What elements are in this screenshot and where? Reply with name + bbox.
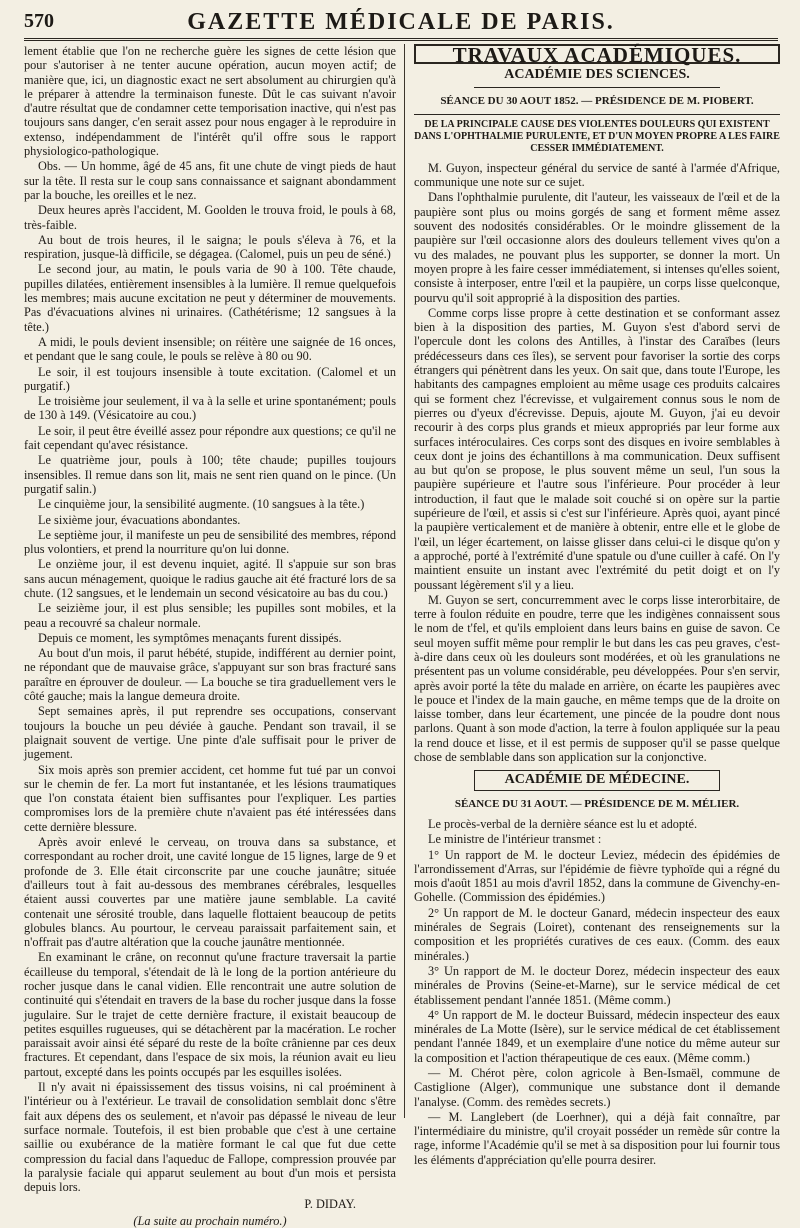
academy-medicine-title: ACADÉMIE DE MÉDECINE. [474, 770, 720, 790]
paragraph: Le ministre de l'intérieur transmet : [428, 832, 602, 847]
paragraph: 2° Un rapport de M. le docteur Ganard, médecin inspecteur des eaux minérales de Segrais (Loiret), contenant des renseignements sur la composition et les propriétés curatives de ces eaux. (Comm. des eaux minérales.) [414, 905, 780, 963]
article-title: DE LA PRINCIPALE CAUSE DES VIOLENTES DOULEURS QUI EXISTENT DANS L'OPHTHALMIE PURULENTE, ET D'UN MOYEN PROPRE A LES FAIRE CESSER IMMÉDIATEMENT. [414, 114, 780, 155]
paragraph: Au bout de trois heures, il le saigna; le pouls s'éleva à 76, et la respiration, jusque-là difficile, se dégagea. (Calomel, puis un peu de séné.) [24, 232, 396, 262]
paragraph: Le seizième jour, il est plus sensible; les pupilles sont mobiles, et la peau a recouvré sa chaleur normale. [24, 601, 396, 630]
paragraph: 4° Un rapport de M. le docteur Buissard, médecin inspecteur des eaux minérales de La Motte (Isère), sur le service médical de cet établissement pendant l'année 1849, et un exemplaire d'une notice du même auteur sur la composition et l'action thérapeutique de ces eaux. (Même comm.) [414, 1007, 780, 1065]
paragraph: Le septième jour, il manifeste un peu de sensibilité des membres, répond plus volontiers, et prend la nourriture qu'on lui donne. [24, 527, 396, 557]
paragraph: Depuis ce moment, les symptômes menaçants furent dissipés. [38, 630, 342, 645]
paragraph: Le cinquième jour, la sensibilité augmente. (10 sangsues à la tête.) [38, 497, 365, 512]
paragraph: Le sixième jour, évacuations abondantes. [38, 512, 241, 527]
paragraph: Après avoir enlevé le cerveau, on trouva dans sa substance, et correspondant au rocher droit, une cavité longue de 15 lignes, large de 9 et profonde de 3. Elle était circonscrite par une couche jaunâtre; située d'ailleurs tout à fait au-dessous des membranes cérébrales, lesquelles étaient aussi couvertes par une matière jaune semblable. La cavité contenait une sérosité trouble, dans laquelle flottaient beaucoup de petits globules blancs. Au pourtour, le cerveau paraissait parfaitement sain, et n'offrait pas d'autre altération que la couche jaunâtre mentionnée. [24, 835, 396, 950]
continuation-note: (La suite au prochain numéro.) [133, 1213, 287, 1228]
page-number: 570 [24, 10, 54, 32]
paragraph: Deux heures après l'accident, M. Goolden le trouva froid, le pouls à 68, très-faible. [24, 203, 396, 232]
paragraph: Dans l'ophthalmie purulente, dit l'auteur, les vaisseaux de l'œil et de la paupière sont plus ou moins gorgés de sang et forment même assez souvent des nodosités considérables. Or le moindre glissement de la paupière sur l'œil occasionne alors des douleurs tellement vives qu'on a vu des malades, ne pouvant plus les supporter, se donner la mort. Un moyen propre à les faire cesser immédiatement, si intenses qu'elles soient, consiste à interposer, entre l'œil et la paupière, un corps lisse quelconque, pourvu qu'il soit approprié à la disposition des parties. [414, 190, 780, 305]
paragraph: 1° Un rapport de M. le docteur Leviez, médecin des épidémies de l'arrondissement d'Arras, sur l'épidémie de fièvre typhoïde qui a régné du mois d'août 1851 au mois d'avril 1852, dans la commune de Givenchy-en-Gohelle. (Commission des épidémies.) [414, 847, 780, 905]
paragraph: Le procès-verbal de la dernière séance est lu et adopté. [428, 816, 698, 831]
paragraph: Le soir, il est toujours insensible à toute excitation. (Calomel et un purgatif.) [24, 364, 396, 393]
paragraph: Sept semaines après, il put reprendre ses occupations, conservant toujours la bouche un peu déviée à gauche. Pendant son travail, il se plaignait souvent de vertige. Une pinte d'ale suffisait pour le priver de jugement. [24, 704, 396, 762]
column-divider [404, 44, 405, 1118]
page-header [24, 6, 778, 41]
right-column [414, 43, 780, 1167]
paragraph: Il n'y avait ni épaississement des tissus voisins, ni cal proéminent à l'intérieur ou à l'extérieur. Le travail de consolidation semblait donc s'être fait aux dépens des os seulement, et n'avoir pas dépassé le niveau de leur surface normale. Toutefois, il est bien probable que c'est à une certaine saillie ou exubérance de la matière formant le cal que fut due cette compression du facial dans l'aqueduc de Fallope, compression prouvée par la paralysie faciale qui apparut seulement au bout d'un mois et persista depuis lors. [24, 1080, 396, 1195]
left-column [24, 44, 396, 1228]
paragraph: Obs. — Un homme, âgé de 45 ans, fit une chute de vingt pieds de haut sur la tête. Il resta sur le coup sans connaissance et saignant abondamment par la bouche, les oreilles et le nez. [24, 159, 396, 202]
paragraph: M. Guyon, inspecteur général du service de santé à l'armée d'Afrique, communique une note sur ce sujet. [414, 160, 780, 190]
paragraph: A midi, le pouls devient insensible; on réitère une saignée de 16 onces, et pendant que le sang coule, le pouls se relève à 80 ou 90. [24, 334, 396, 364]
paragraph: Au bout d'un mois, il parut hébété, stupide, indifférent au dernier point, ne répondant que de mauvaise grâce, s'appuyant sur son bras fracturé sans paraître en éprouver de douleur. — La bouche se tira graduellement vers le côté gauche; mais la langue demeura droite. [24, 646, 396, 704]
journal-title: GAZETTE MÉDICALE DE PARIS. [187, 8, 615, 35]
author-signature: P. DIDAY. [304, 1197, 356, 1212]
paragraph: Six mois après son premier accident, cet homme fut tué par un convoi sur le chemin de fer. La mort fut instantanée, et les lésions traumatiques que l'on constata étaient bien suffisantes pour l'expliquer. Les parties compromises lors de la première chute n'avaient pas été intéressées dans cette dernière blessure. [24, 762, 396, 834]
paragraph: Le second jour, au matin, le pouls varia de 90 à 100. Tête chaude, pupilles dilatées, entièrement insensibles à la lumière. Il remue quelquefois les membres; mais aucune excitation ne peut y déterminer de mouvements. Pas d'évacuations alvines ni urinaires. (Cathétérisme; 12 sangsues à la tête.) [24, 262, 396, 334]
paragraph: Le troisième jour seulement, il va à la selle et urine spontanément; pouls de 130 à 149. (Vésicatoire au cou.) [24, 394, 396, 423]
paragraph: Le quatrième jour, pouls à 100; tête chaude; pupilles toujours insensibles. Il remue dans son lit, mais ne sent rien quand on le pince. (Un purgatif salin.) [24, 453, 396, 496]
academy-sciences-title: ACADÉMIE DES SCIENCES. [504, 67, 690, 83]
paragraph: 3° Un rapport de M. le docteur Dorez, médecin inspecteur des eaux minérales de Provins (Seine-et-Marne), sur le service médical de cet établissement pendant l'année 1851. (Même comm.) [414, 963, 780, 1007]
paragraph: Le onzième jour, il est devenu inquiet, agité. Il s'appuie sur son bras sans aucun ménagement, quoique le radius gauche ait été fracturé lors de sa chute. (12 sangsues, et le lendemain un second vésicatoire au bas du cou.) [24, 557, 396, 600]
paragraph: lement établie que l'on ne recherche guère les signes de cette lésion que pour s'autoriser à ne tenter aucune opération, aucun moyen actif; de manière que, ici, un diagnostic exact ne sert absolument au chirurgien qu'à le préparer à attendre la terminaison funeste. Dût le cas suivant n'avoir d'autre résultat que de condamner cette temporisation inactive, qui n'est pas toujours sans danger, c'en serait assez pour nous engager à le reproduire in extenso, indépendamment de l'intérêt qu'il offre sous le rapport physiologico-pathologique. [24, 44, 396, 159]
left-article-body [24, 44, 396, 1194]
paragraph: Le soir, il peut être éveillé assez pour répondre aux questions; ce qu'il ne fait cependant qu'avec résistance. [24, 423, 396, 453]
session-heading: SÉANCE DU 30 AOUT 1852. — PRÉSIDENCE DE M. PIOBERT. [440, 94, 754, 107]
paragraph: — M. Langlebert (de Loerhner), qui a déjà fait connaître, par l'intermédiaire du ministre, qu'il croyait posséder un remède sûr contre la rage, informe l'Académie qu'il se met à sa disposition pour lui fournir tous les éléments d'appréciation qu'elle pourra desirer. [414, 1109, 780, 1167]
session-heading: SÉANCE DU 31 AOUT. — PRÉSIDENCE DE M. MÉLIER. [454, 797, 740, 810]
paragraph: M. Guyon se sert, concurremment avec le corps lisse interorbitaire, de terre à foulon réduite en poudre, terre que les indigènes connaissent sous le nom de t'fel, et qu'ils emploient dans leurs bains en guise de savon. Ce seul moyen suffit même pour remplir le but dans les cas peu graves, c'est-à-dire dans ceux où les douleurs sont modérées, et où les granulations ne présentent pas un volume considérable, peu développées. Pour s'en servir, après avoir porté la tête du malade en arrière, on écarte les paupières avec le pouce et l'index de la main gauche, en même temps que de la droite on laisse tomber, dans leur écartement, une pincée de la poudre dont nous parlons. Quant à son mode d'action, la terre à foulon appliquée sur la peau la rend douce et lisse, et il est permis de supposer qu'il se passe quelque chose de semblable dans son application sur la conjonctive. [414, 592, 780, 765]
divider [474, 87, 720, 88]
paragraph: En examinant le crâne, on reconnut qu'une fracture traversait la partie écailleuse du temporal, s'étendait de là le long de la portion antérieure du rocher jusque dans le canal vidien. Elle rencontrait une autre solution de continuité qui s'étendait en travers de la base du rocher jusque dans la fosse jugulaire. Sur le trajet de cette dernière fracture, il existait beaucoup de petites esquilles rugueuses, qui se détachèrent par la macération. Le rocher paraissait avoir ainsi été séparé du reste de la boîte crânienne par ces deux fractures. Et cependant, dans l'espace de six mois, la réunion avait eu lieu partout, excepté dans les points occupés par les esquilles isolées. [24, 950, 396, 1079]
paragraph: — M. Chérot père, colon agricole à Ben-Ismaël, commune de Castiglione (Alger), communique une substance dont il demande l'analyse. (Comm. des remèdes secrets.) [414, 1066, 780, 1109]
paragraph: Comme corps lisse propre à cette destination et se conformant assez bien à la disposition des parties, M. Guyon s'est d'abord servi de l'opercule dont les colons des Antilles, à l'instar des Caraïbes (leurs prédécesseurs dans ces îles), se servent pour favoriser la sortie des corps étrangers qui pénètrent dans les yeux. On sait que, dans toute l'Europe, les habitants des campagnes emploient au même usage ces produits calcaires qui se forment chez l'écrevisse, et vulgairement connus sous le nom de pierres ou d'yeux d'écrevisse. Depuis, ajoute M. Guyon, j'ai eu devoir recourir à des corps plus grands et mieux appropriés par leur forme aux surfaces intéroculaires. Ces corps sont des disques en ivoire semblables à ceux dont je joins des échantillons à ma communication. Deux suffisent au but qu'on se propose, le plus souvent même un seul, l'un sous la paupière supérieure et l'autre sous l'inférieure. Pour procéder à leur introduction, il faut que le malade soit couché si on opère sur la partie supérieure de l'œil, et assis si c'est sur l'inférieure. Après quoi, ayant pincé la paupière verticalement et de manière à obtenir, entre elle et le globe de l'œil, un léger écartement, on laisse glisser dans celui-ci le disque qu'on y a approché, porté à l'extrémité d'une spatule ou d'une cuiller à café. On l'y maintient ensuite un instant avec l'extrémité du petit doigt et on l'y poussant légèrement s'il y a lieu. [414, 305, 780, 592]
section-title: TRAVAUX ACADÉMIQUES. [414, 44, 780, 64]
